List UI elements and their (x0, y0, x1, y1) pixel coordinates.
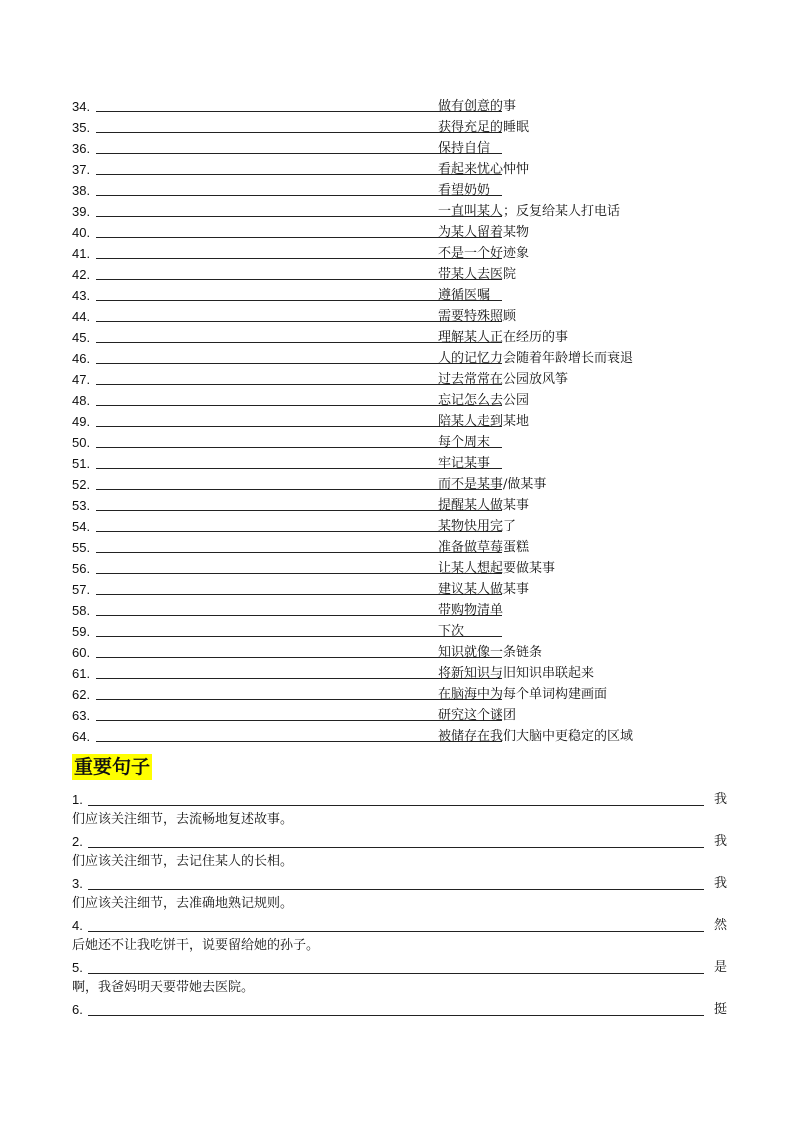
vocab-number: 52. (72, 477, 91, 492)
sentence-row (72, 788, 728, 830)
vocab-meaning: 研究这个谜团 (438, 708, 517, 723)
sentence-translation-rest: 们应该关注细节，去准确地熟记规则。 (72, 896, 294, 911)
vocab-row (72, 327, 712, 348)
vocab-row (72, 453, 712, 474)
answer-blank[interactable] (88, 889, 704, 890)
sentence-translation-start: 我 (714, 792, 728, 807)
vocab-number: 45. (72, 330, 91, 345)
sentence-row (72, 872, 728, 914)
vocab-row (72, 474, 712, 495)
sentence-number: 1. (72, 792, 83, 807)
vocab-row (72, 558, 712, 579)
vocab-meaning: 保持自信 (438, 141, 491, 156)
vocab-meaning: 获得充足的睡眠 (438, 120, 530, 135)
vocab-meaning: 陪某人走到某地 (438, 414, 530, 429)
vocab-number: 36. (72, 141, 91, 156)
vocab-row (72, 369, 712, 390)
vocab-number: 46. (72, 351, 91, 366)
vocab-number: 50. (72, 435, 91, 450)
vocab-number: 49. (72, 414, 91, 429)
vocab-number: 42. (72, 267, 91, 282)
vocab-number: 61. (72, 666, 91, 681)
vocab-row (72, 138, 712, 159)
sentence-translation-start: 挺 (714, 1002, 728, 1017)
vocab-meaning: 而不是某事/做某事 (438, 477, 547, 492)
vocab-number: 63. (72, 708, 91, 723)
vocab-meaning: 过去常常在公园放风筝 (438, 372, 569, 387)
vocab-number: 39. (72, 204, 91, 219)
vocab-meaning: 理解某人正在经历的事 (438, 330, 569, 345)
sentence-number: 6. (72, 1002, 83, 1017)
sentence-translation-rest: 们应该关注细节，去流畅地复述故事。 (72, 812, 294, 827)
vocab-row (72, 285, 712, 306)
sentence-row (72, 956, 728, 998)
answer-blank[interactable] (88, 973, 704, 974)
vocab-row (72, 684, 712, 705)
vocab-number: 48. (72, 393, 91, 408)
vocab-meaning: 某物快用完了 (438, 519, 517, 534)
vocab-row (72, 642, 712, 663)
vocab-row (72, 159, 712, 180)
vocab-meaning: 看起来忧心忡忡 (438, 162, 530, 177)
sentence-row (72, 998, 728, 1040)
vocab-number: 62. (72, 687, 91, 702)
vocab-number: 51. (72, 456, 91, 471)
vocab-number: 40. (72, 225, 91, 240)
vocab-row (72, 201, 712, 222)
vocab-meaning: 一直叫某人；反复给某人打电话 (438, 204, 621, 219)
sentence-number: 3. (72, 876, 83, 891)
answer-blank[interactable] (88, 1015, 704, 1016)
vocab-row (72, 117, 712, 138)
vocab-meaning: 每个周末 (438, 435, 491, 450)
sentence-translation-start: 我 (714, 876, 728, 891)
section-heading-wrapper (72, 754, 152, 780)
vocab-meaning: 带购物清单 (438, 603, 504, 618)
vocab-row (72, 726, 712, 747)
vocab-meaning: 提醒某人做某事 (438, 498, 530, 513)
vocab-row (72, 348, 712, 369)
sentence-row (72, 830, 728, 872)
vocab-meaning: 不是一个好迹象 (438, 246, 530, 261)
vocab-number: 57. (72, 582, 91, 597)
vocab-meaning: 带某人去医院 (438, 267, 517, 282)
vocab-number: 41. (72, 246, 91, 261)
vocab-meaning: 人的记忆力会随着年龄增长而衰退 (438, 351, 634, 366)
vocab-row (72, 663, 712, 684)
sentence-translation-start: 是 (714, 960, 728, 975)
vocab-row (72, 264, 712, 285)
vocab-row (72, 243, 712, 264)
vocab-meaning: 建议某人做某事 (438, 582, 530, 597)
vocab-row (72, 390, 712, 411)
sentence-translation-rest: 啊，我爸妈明天要带她去医院。 (72, 980, 255, 995)
sentence-translation-start: 我 (714, 834, 728, 849)
vocab-meaning: 让某人想起要做某事 (438, 561, 556, 576)
vocab-number: 35. (72, 120, 91, 135)
sentence-list (72, 788, 728, 1040)
vocab-row (72, 495, 712, 516)
section-title: 重要句子 (74, 756, 151, 778)
vocab-meaning: 忘记怎么去公园 (438, 393, 530, 408)
vocab-number: 44. (72, 309, 91, 324)
vocab-row (72, 222, 712, 243)
sentence-number: 5. (72, 960, 83, 975)
vocab-meaning: 看望奶奶 (438, 183, 491, 198)
vocab-number: 38. (72, 183, 91, 198)
vocab-meaning: 被储存在我们大脑中更稳定的区域 (438, 729, 634, 744)
vocab-meaning: 在脑海中为每个单词构建画面 (438, 687, 608, 702)
vocab-meaning: 做有创意的事 (438, 99, 517, 114)
vocab-number: 34. (72, 99, 91, 114)
vocab-number: 60. (72, 645, 91, 660)
vocab-meaning: 遵循医嘱 (438, 288, 491, 303)
vocab-number: 64. (72, 729, 91, 744)
vocab-meaning: 准备做草莓蛋糕 (438, 540, 530, 555)
vocab-number: 43. (72, 288, 91, 303)
sentence-translation-rest: 后她还不让我吃饼干，说要留给她的孙子。 (72, 938, 320, 953)
vocab-meaning: 将新知识与旧知识串联起来 (438, 666, 595, 681)
vocab-number: 55. (72, 540, 91, 555)
vocabulary-list (72, 96, 712, 747)
sentence-translation-start: 然 (714, 918, 728, 933)
sentence-row (72, 914, 728, 956)
vocab-meaning: 为某人留着某物 (438, 225, 530, 240)
vocab-meaning: 牢记某事 (438, 456, 491, 471)
answer-blank[interactable] (88, 931, 704, 932)
vocab-row (72, 579, 712, 600)
vocab-row (72, 432, 712, 453)
vocab-row (72, 705, 712, 726)
vocab-row (72, 621, 712, 642)
vocab-row (72, 306, 712, 327)
vocab-row (72, 96, 712, 117)
vocab-number: 53. (72, 498, 91, 513)
vocab-number: 58. (72, 603, 91, 618)
vocab-number: 56. (72, 561, 91, 576)
vocab-number: 54. (72, 519, 91, 534)
vocab-number: 37. (72, 162, 91, 177)
vocab-meaning: 需要特殊照顾 (438, 309, 517, 324)
sentence-translation-rest: 们应该关注细节，去记住某人的长相。 (72, 854, 294, 869)
vocab-row (72, 411, 712, 432)
sentence-number: 2. (72, 834, 83, 849)
vocab-row (72, 600, 712, 621)
answer-blank[interactable] (88, 805, 704, 806)
vocab-row (72, 516, 712, 537)
answer-blank[interactable] (88, 847, 704, 848)
vocab-meaning: 知识就像一条链条 (438, 645, 543, 660)
vocab-meaning: 下次 (438, 624, 465, 639)
vocab-row (72, 180, 712, 201)
vocab-row (72, 537, 712, 558)
vocab-number: 59. (72, 624, 91, 639)
vocab-number: 47. (72, 372, 91, 387)
sentence-number: 4. (72, 918, 83, 933)
